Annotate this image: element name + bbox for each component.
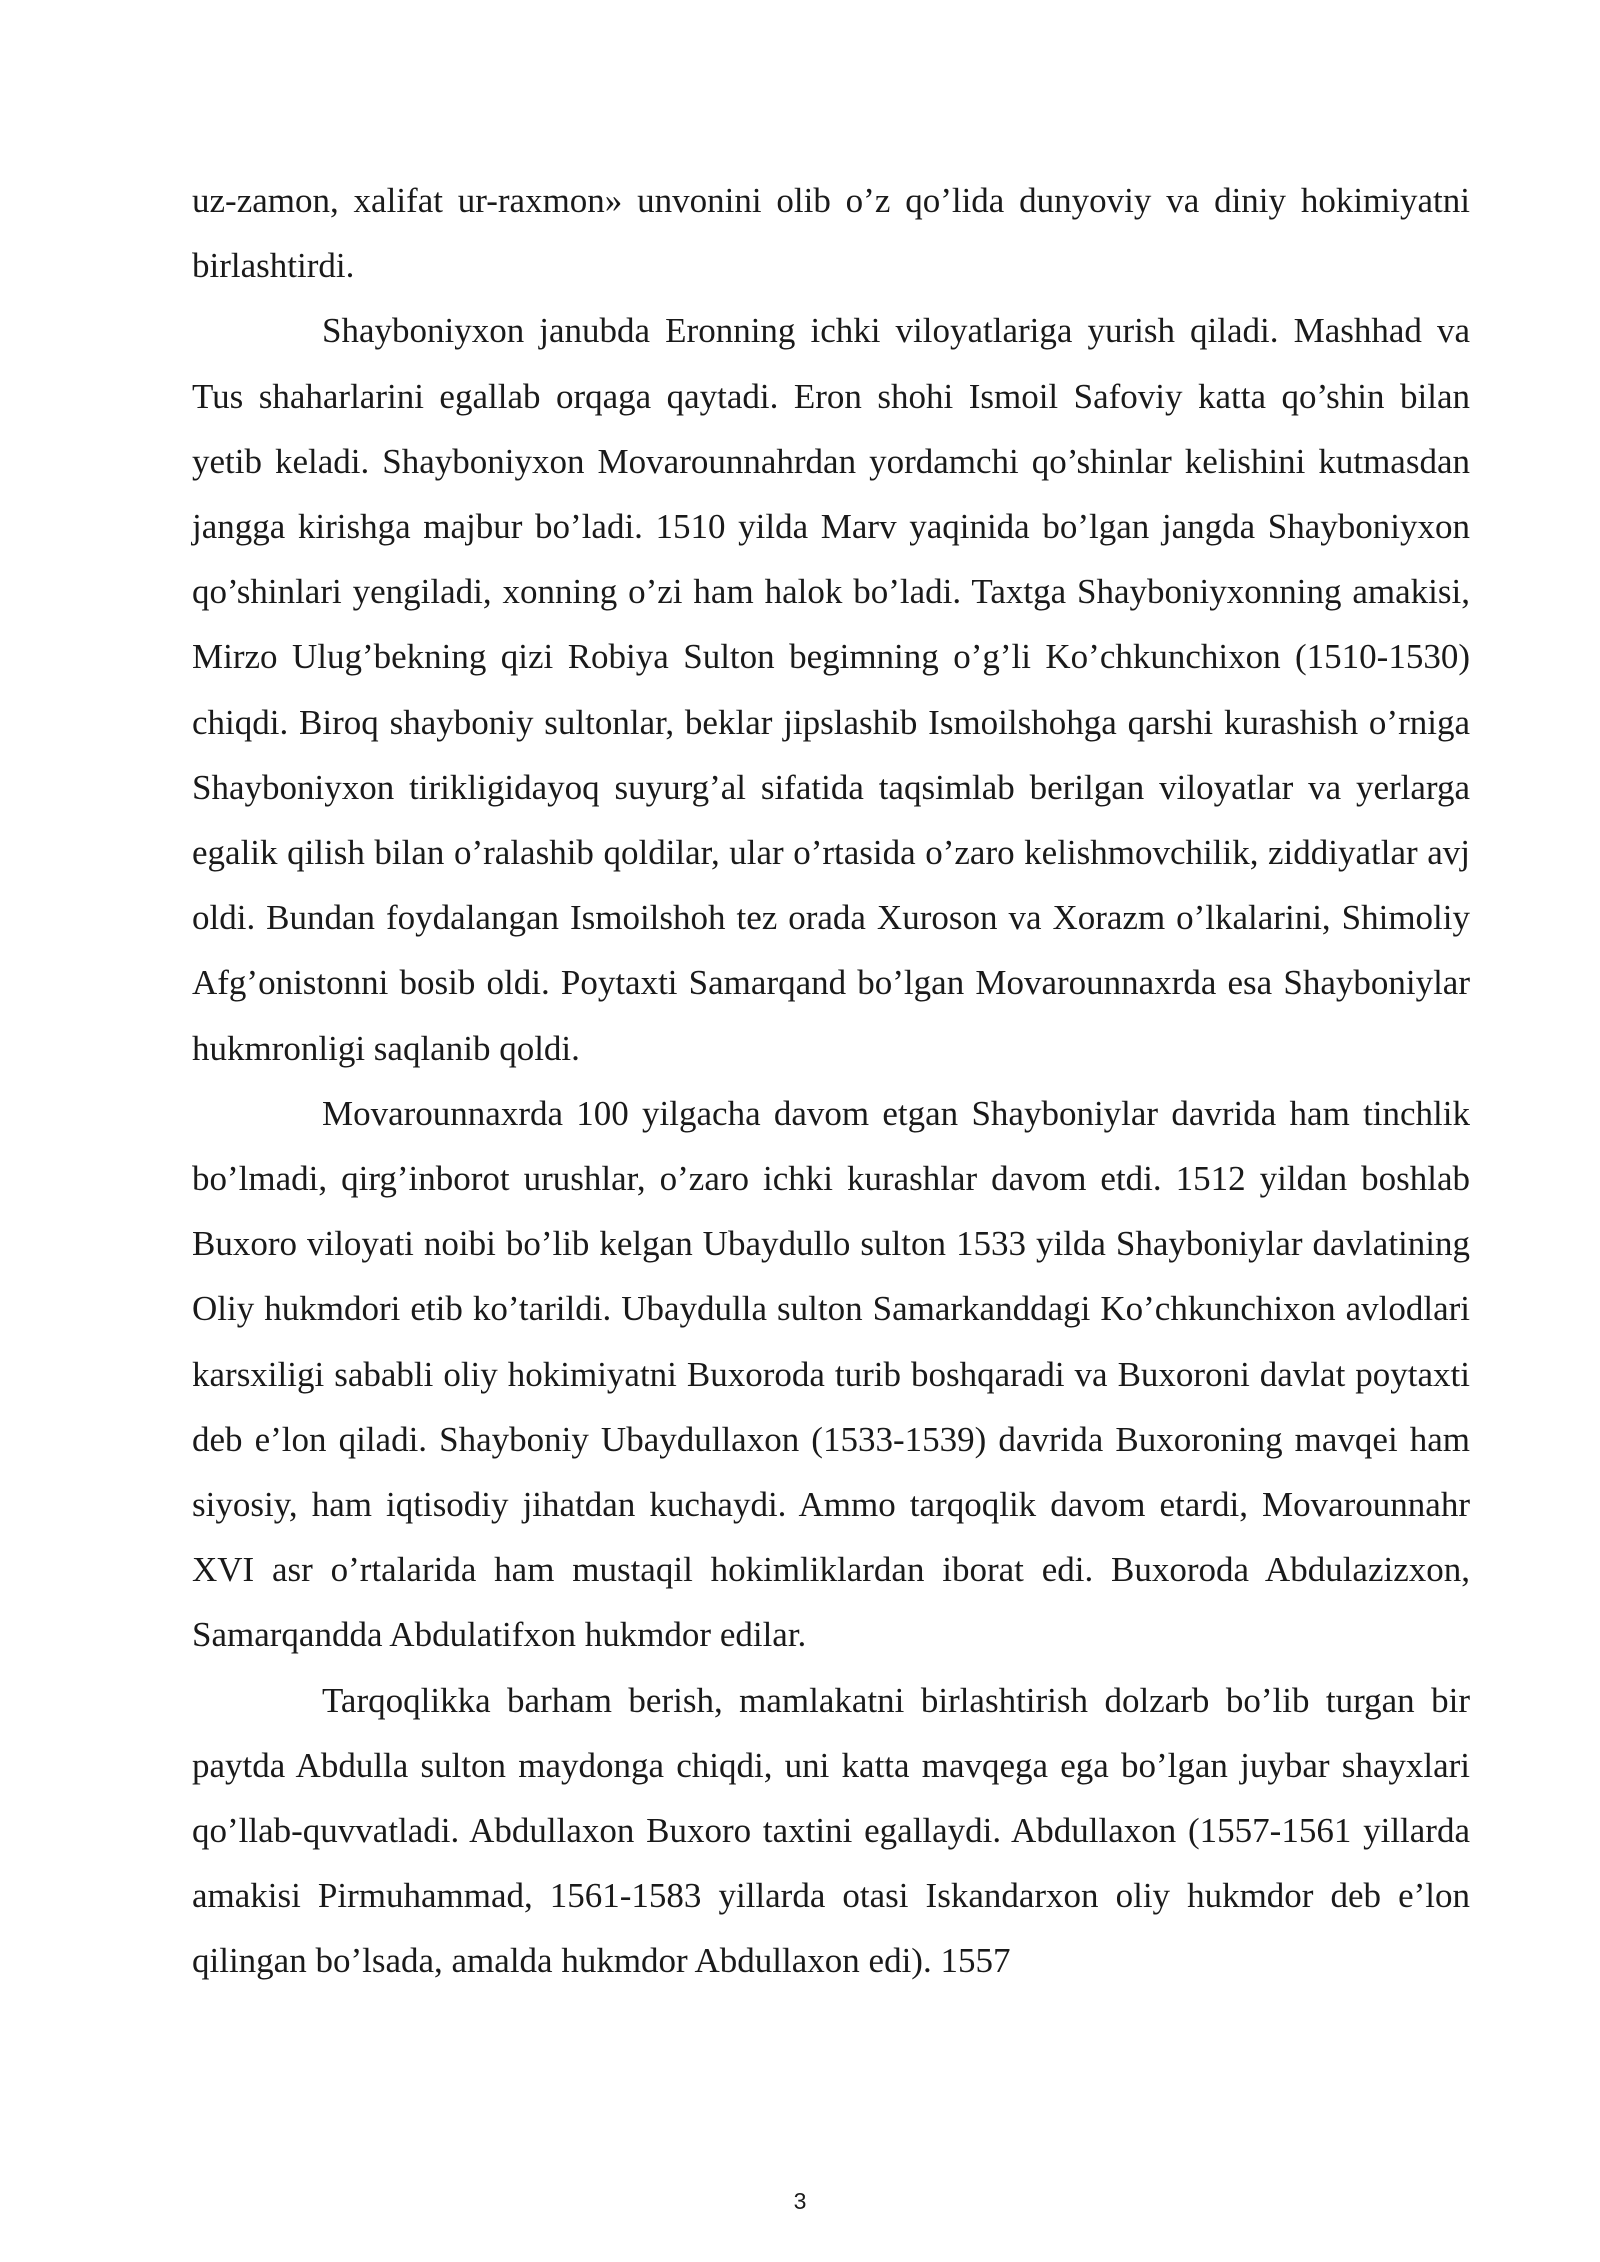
paragraph-4: Tarqoqlikka barham berish, mamlakatni birlashtirish dolzarb bo’lib turgan bir paytda Abdulla sulton maydonga chiqdi, uni katta mavqega ega bo’lgan juybar shayxlari qo’llab-quvvatladi. Abdullaxon Buxoro taxtini egallaydi. Abdullaxon (1557-1561 yillarda amakisi Pirmuhammad, 1561-1583 yillarda otasi Iskandarxon oliy hukmdor deb e’lon qilingan bo’lsada, amalda hukmdor Abdullaxon edi). 1557 xyxy=(192,1680,1470,1981)
paragraph-3: Movarounnaxrda 100 yilgacha davom etgan Shayboniylar davrida ham tinchlik bo’lmadi, qirg’inborot urushlar, o’zaro ichki kurashlar davom etdi. 1512 yildan boshlab Buxoro viloyati noibi bo’lib kelgan Ubaydullo sulton 1533 yilda Shayboniylar davlatining Oliy hukmdori etib ko’tarildi. Ubaydulla sulton Samarkanddagi Ko’chkunchixon avlodlari karsxiligi sababli oliy hokimiyatni Buxoroda turib boshqaradi va Buxoroni davlat poytaxti deb e’lon qiladi. Shayboniy Ubaydullaxon (1533-1539) davrida Buxoroning mavqei ham siyosiy, ham iqtisodiy jihatdan kuchaydi. Ammo tarqoqlik davom etardi, Movarounnahr XVI asr o’rtalarida ham mustaqil hokimliklardan iborat edi. Buxoroda Abdulazizxon, Samarqandda Abdulatifxon hukmdor edilar. xyxy=(192,1093,1470,1655)
body-text xyxy=(192,168,1470,1994)
page-number: 3 xyxy=(793,2188,807,2214)
paragraph-1: uz-zamon, xalifat ur-raxmon» unvonini olib o’z qo’lida dunyoviy va diniy hokimiyatni birlashtirdi. xyxy=(192,181,1470,286)
paragraph-2: Shayboniyxon janubda Eronning ichki viloyatlariga yurish qiladi. Mashhad va Tus shaharlarini egallab orqaga qaytadi. Eron shohi Ismoil Safoviy katta qo’shin bilan yetib keladi. Shayboniyxon Movarounnahrdan yordamchi qo’shinlar kelishini kutmasdan jangga kirishga majbur bo’ladi. 1510 yilda Marv yaqinida bo’lgan jangda Shayboniyxon qo’shinlari yengiladi, xonning o’zi ham halok bo’ladi. Taxtga Shayboniyxonning amakisi, Mirzo Ulug’bekning qizi Robiya Sulton begimning o’g’li Ko’chkunchixon (1510-1530) chiqdi. Biroq shayboniy sultonlar, beklar jipslashib Ismoilshohga qarshi kurashish o’rniga Shayboniyxon tirikligidayoq suyurg’al sifatida taqsimlab berilgan viloyatlar va yerlarga egalik qilish bilan o’ralashib qoldilar, ular o’rtasida o’zaro kelishmovchilik, ziddiyatlar avj oldi. Bundan foydalangan Ismoilshoh tez orada Xuroson va Xorazm o’lkalarini, Shimoliy Afg’onistonni bosib oldi. Poytaxti Samarqand bo’lgan Movarounnaxrda esa Shayboniylar hukmronligi saqlanib qoldi. xyxy=(192,311,1470,1068)
